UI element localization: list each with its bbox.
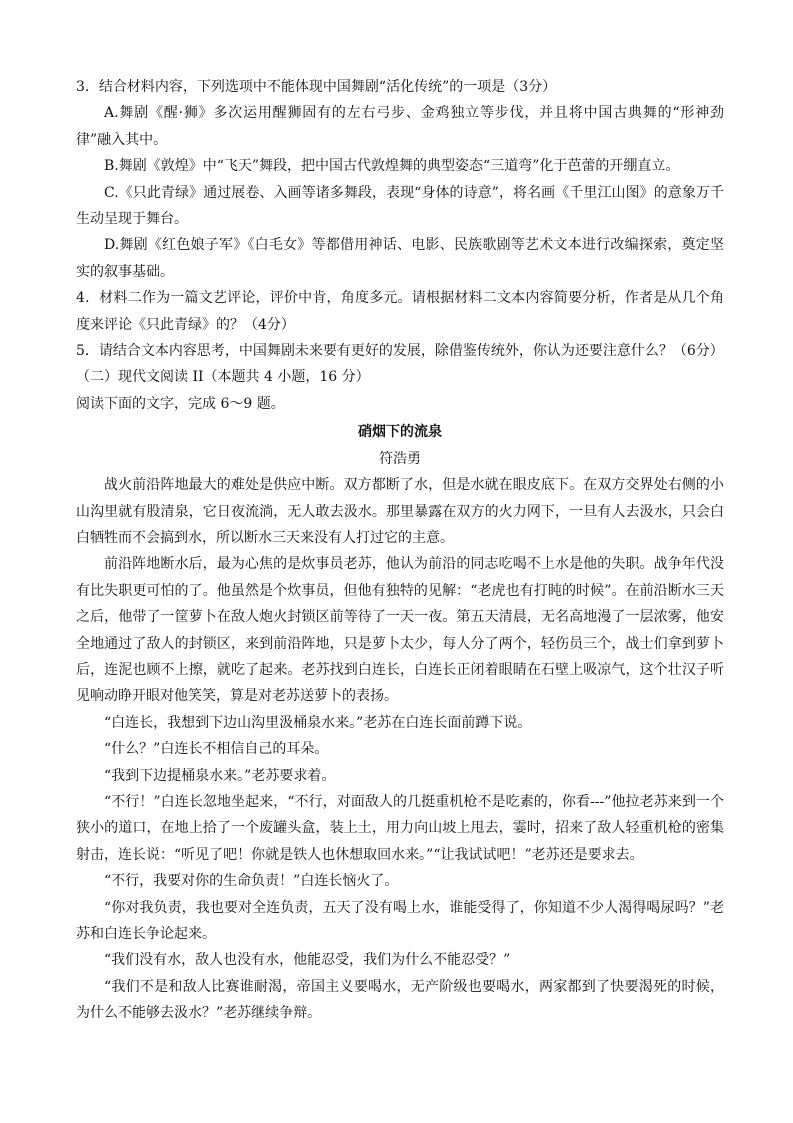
document-content [76, 74, 724, 1027]
question-3: 3．结合材料内容，下列选项中不能体现中国舞剧“活化传统”的一项是（3分） [76, 79, 557, 95]
question-3-option-a: A.舞剧《醒·狮》多次运用醒狮固有的左右弓步、金鸡独立等步伐，并且将中国古典舞的“形神劲律”融入其中。 [76, 105, 724, 148]
story-paragraph: “不行！”白连长忽地坐起来，“不行，对面敌人的几挺重机枪不是吃素的，你看---”他拉老苏来到一个狭小的道口，在地上拾了一个废罐头盒，装上土，用力向山坡上甩去，霎时，招来了敌人轻重机枪的密集射击，连长说：“听见了吧！你就是铁人也休想取回水来。”“让我试试吧！”老苏还是要求去。 [76, 793, 724, 863]
question-4: 4．材料二作为一篇文艺评论，评价中肯，角度多元。请根据材料二文本内容简要分析，作者是从几个角度来评论《只此青绿》的？（4分） [76, 290, 724, 333]
story-title: 硝烟下的流泉 [358, 424, 442, 441]
story-paragraph: “我们没有水，敌人也没有水，他能忍受，我们为什么不能忍受？” [104, 952, 511, 969]
question-3-option-b: B.舞剧《敦煌》中“飞天”舞段，把中国古代敦煌舞的典型姿态“三道弯”化于芭蕾的开绷直立。 [104, 158, 680, 175]
question-3-option-d: D.舞剧《红色娘子军》《白毛女》等都借用神话、电影、民族歌剧等艺术文本进行改编探索，奠定坚实的叙事基础。 [76, 237, 724, 280]
reading-instruction: 阅读下面的文字，完成 6～9 题。 [76, 395, 285, 412]
story-paragraph: “我们不是和敌人比赛谁耐渴，帝国主义要喝水，无产阶级也要喝水，两家都到了快要渴死的时候，为什么不能够去汲水？”老苏继续争辩。 [76, 978, 724, 1022]
story-paragraph: “什么？”白连长不相信自己的耳朵。 [104, 741, 329, 758]
story-paragraph: “你对我负责，我也要对全连负责，五天了没有喝上水，谁能受得了，你知道不少人渴得喝尿吗？”老苏和白连长争论起来。 [76, 899, 724, 942]
story-author: 符浩勇 [379, 450, 421, 467]
story-paragraph: 前沿阵地断水后，最为心焦的是炊事员老苏，他认为前沿的同志吃喝不上水是他的失职。战争年代没有比失职更可怕的了。他虽然是个炊事员，但他有独特的见解：“老虎也有打盹的时候”。在前沿断水三天之后，他带了一筐萝卜在敌人炮火封锁区前等待了一天一夜。第五天清晨，无名高地漫了一层浓雾，他安全地通过了敌人的封锁区，来到前沿阵地，只是萝卜太少，每人分了两个，轻伤员三个，战士们拿到萝卜后，连泥也顾不上擦，就吃了起来。老苏找到白连长，白连长正闭着眼睛在石壁上吸凉气，这个壮汉子听见响动睁开眼对他笑笑，算是对老苏送萝卜的表扬。 [76, 556, 724, 705]
story-paragraph: 战火前沿阵地最大的难处是供应中断。双方都断了水，但是水就在眼皮底下。在双方交界处右侧的小山沟里就有股清泉，它日夜流淌，无人敢去汲水。那里暴露在双方的火力网下，一旦有人去汲水，只会白白牺牲而不会搞到水，所以断水三天来没有人打过它的主意。 [76, 477, 724, 546]
question-3-option-c: C.《只此青绿》通过展卷、入画等诸多舞段，表现“身体的诗意”，将名画《千里江山图》的意象万千生动呈现于舞台。 [76, 184, 724, 228]
story-paragraph: “我到下边提桶泉水来。”老苏要求着。 [104, 767, 336, 784]
question-5: 5．请结合文本内容思考，中国舞剧未来要有更好的发展，除借鉴传统外，你认为还要注意什么？（6分） [76, 343, 724, 360]
section-heading: （二）现代文阅读 II（本题共 4 小题，16 分） [76, 369, 370, 386]
story-paragraph: “白连长，我想到下边山沟里汲桶泉水来。”老苏在白连长面前蹲下说。 [104, 714, 532, 731]
story-paragraph: “不行，我要对你的生命负责！”白连长恼火了。 [104, 873, 399, 890]
